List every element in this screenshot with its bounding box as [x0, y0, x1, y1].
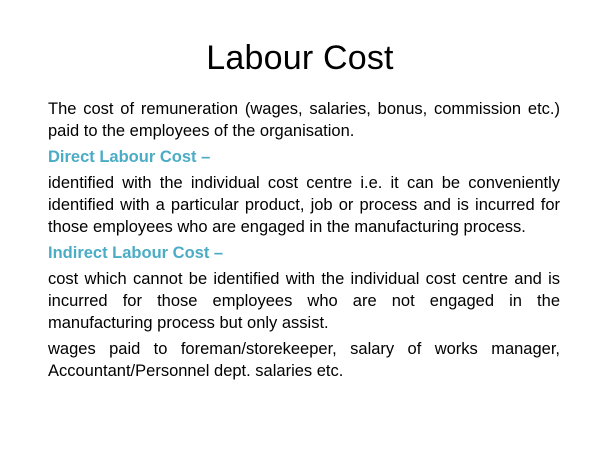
intro-paragraph: The cost of remuneration (wages, salaries, bonus, commission etc.) paid to the employees of the organisation. [48, 100, 560, 140]
slide-title: Labour Cost [206, 39, 394, 77]
direct-labour-heading: Direct Labour Cost – [48, 148, 211, 166]
indirect-labour-heading: Indirect Labour Cost – [48, 244, 224, 262]
indirect-labour-paragraph: cost which cannot be identified with the individual cost centre and is incurred for those employees who are not engaged in the manufacturing process but only assist. [48, 270, 560, 332]
slide-body [48, 98, 560, 386]
indirect-labour-example: wages paid to foreman/storekeeper, salary of works manager, Accountant/Personnel dept. salaries etc. [48, 340, 560, 380]
direct-labour-paragraph: identified with the individual cost centre i.e. it can be conveniently identified with a particular product, job or process and is incurred for those employees who are engaged in the manufacturing process. [48, 174, 560, 236]
